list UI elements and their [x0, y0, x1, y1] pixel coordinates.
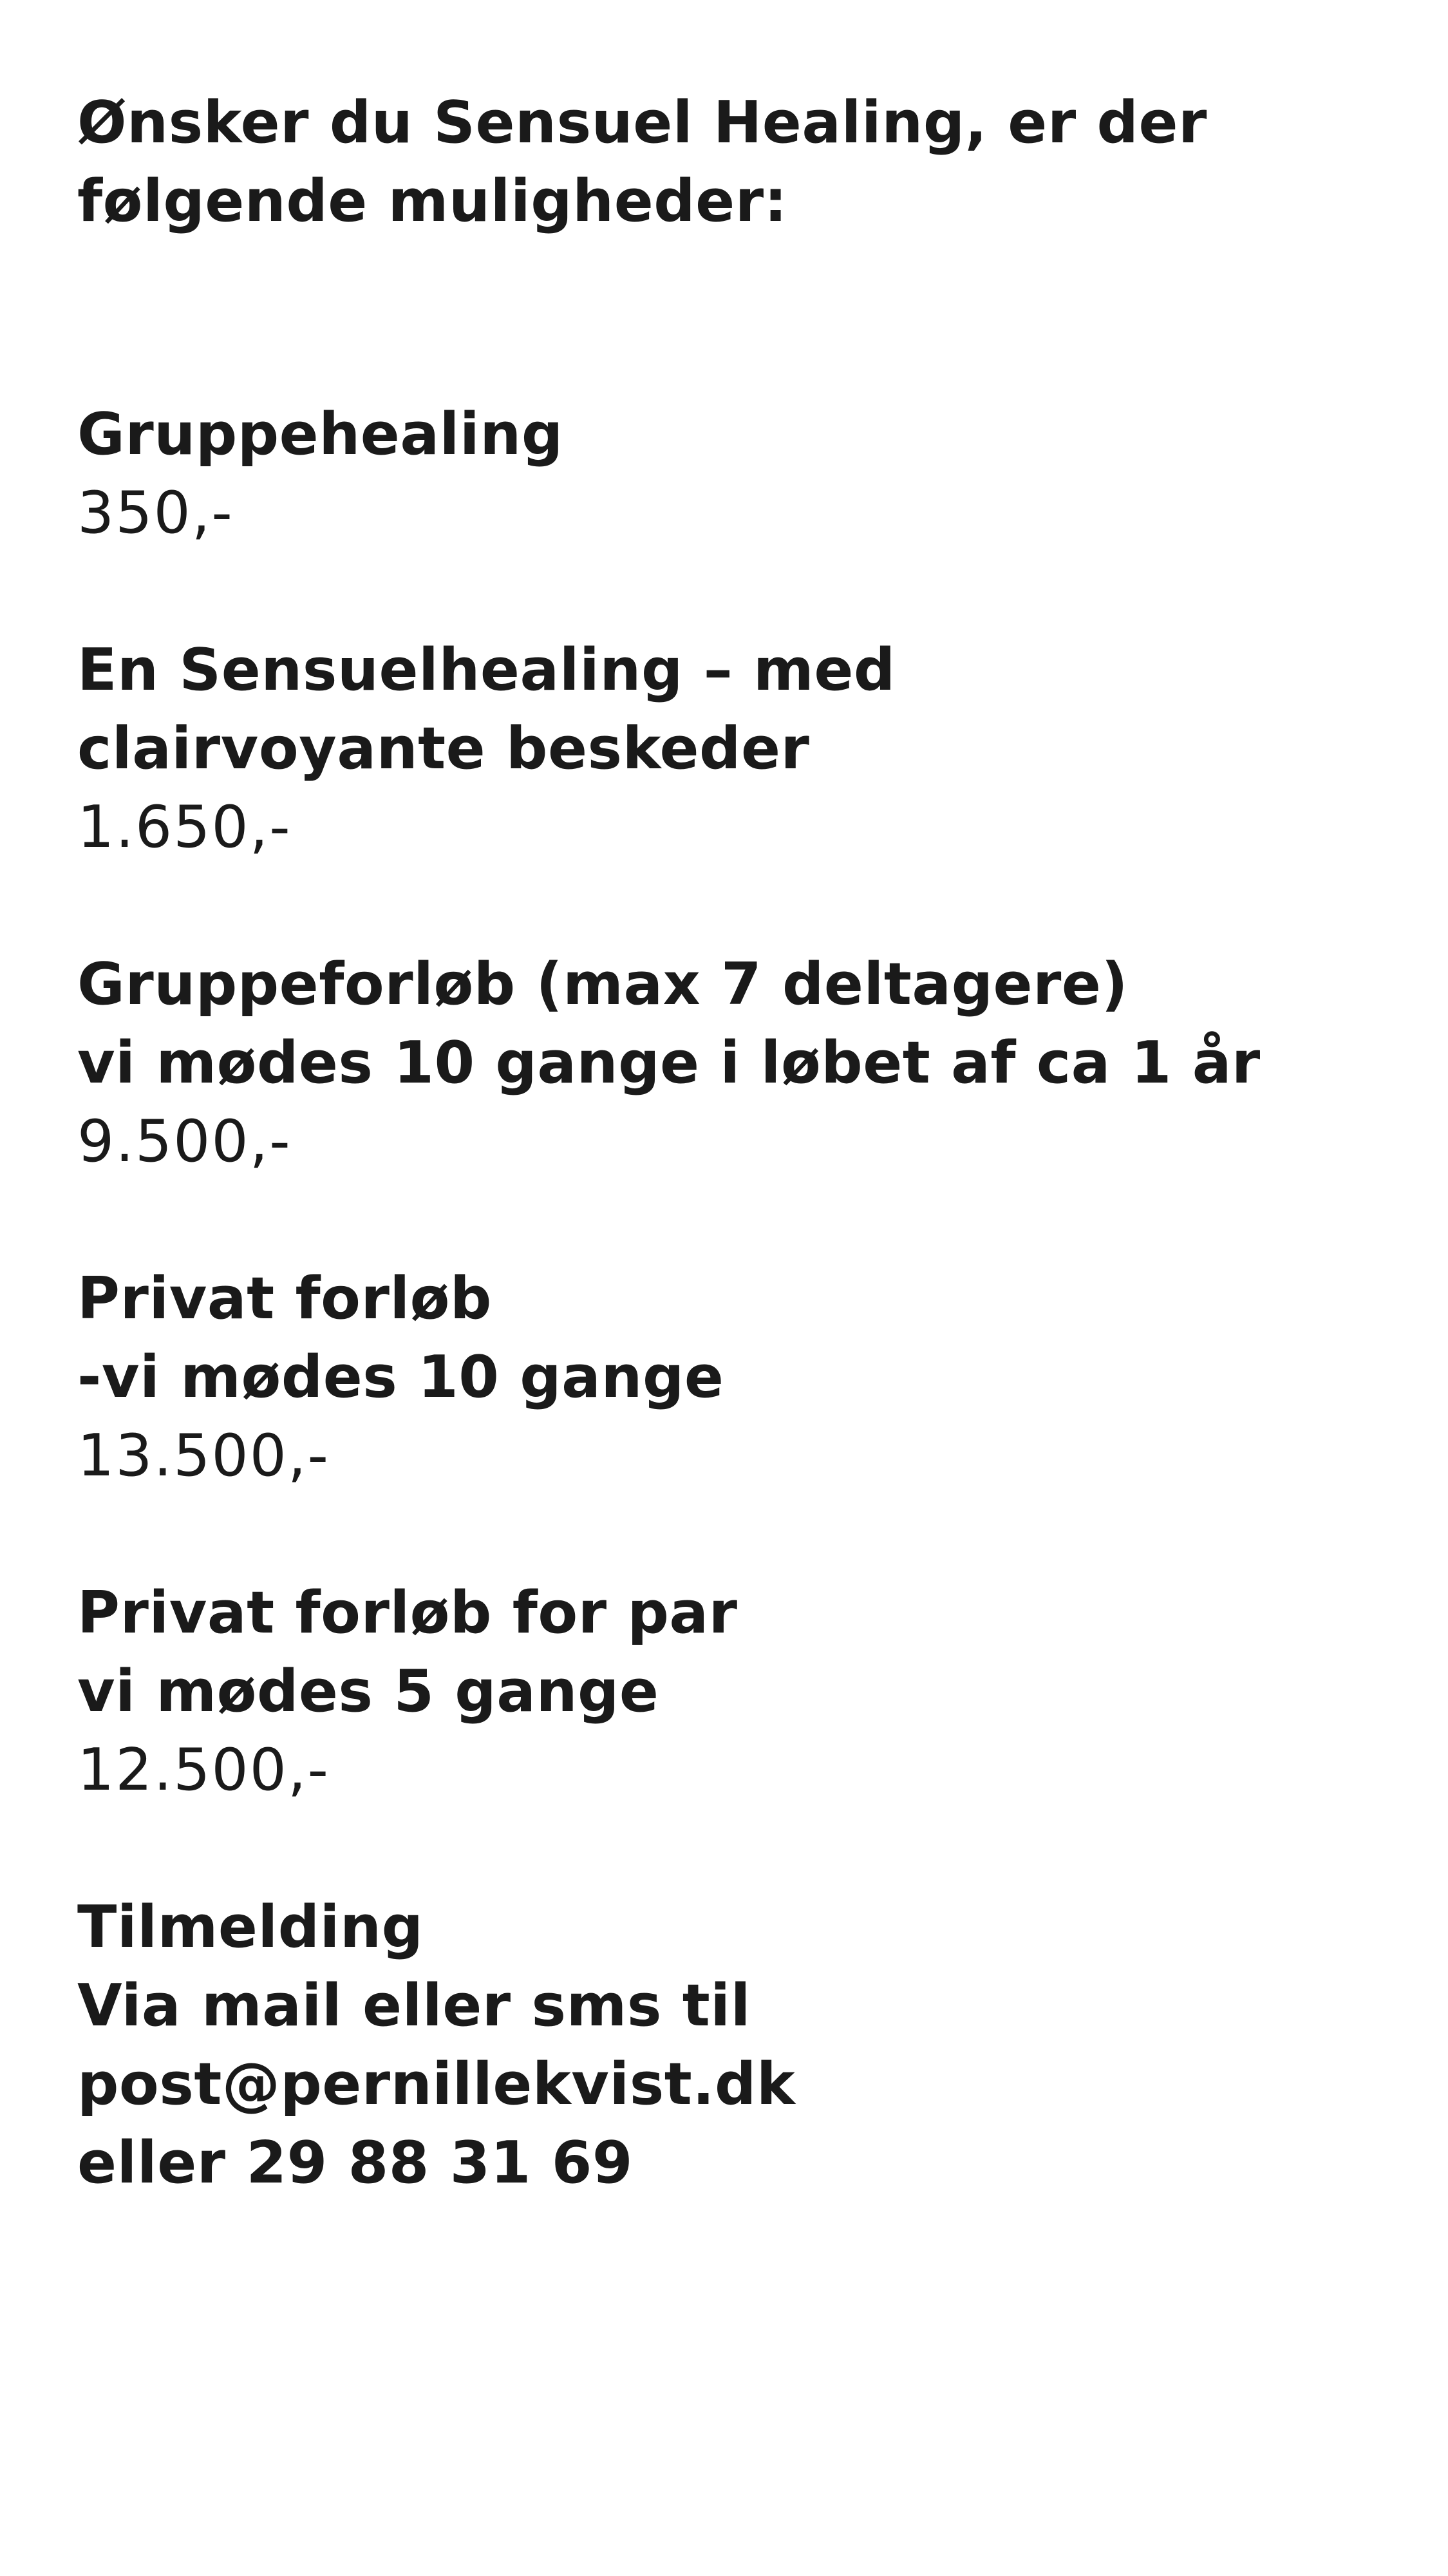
offer-title: Privat forløb [77, 1265, 492, 1332]
offer-price: 9.500,- [77, 1108, 292, 1175]
offer-subtitle: vi mødes 10 gange i løbet af ca 1 år [77, 1029, 1261, 1097]
offer-group-healing [77, 395, 1391, 553]
signup-phone: eller 29 88 31 69 [77, 2129, 633, 2197]
intro-line-1: Ønsker du Sensuel Healing, er der [77, 89, 1207, 156]
offer-private-course [77, 1260, 1391, 1495]
intro-heading [77, 84, 1391, 241]
intro-line-2: følgende muligheder: [77, 167, 788, 235]
offer-couples-course [77, 1574, 1391, 1810]
offer-group-course [77, 945, 1391, 1181]
offer-sensual-healing [77, 631, 1391, 867]
offer-subtitle: clairvoyante beskeder [77, 715, 810, 782]
offer-subtitle: vi mødes 5 gange [77, 1658, 659, 1725]
offer-title: Privat forløb for par [77, 1579, 738, 1647]
offer-subtitle: -vi mødes 10 gange [77, 1343, 724, 1411]
offer-price: 13.500,- [77, 1422, 330, 1490]
signup-email: post@pernillekvist.dk [77, 2050, 796, 2118]
offer-title: Gruppehealing [77, 401, 563, 468]
signup-section [77, 1888, 1391, 2202]
signup-instructions: Via mail eller sms til [77, 1972, 751, 2040]
offer-title: En Sensuelhealing – med [77, 636, 896, 704]
offer-price: 12.500,- [77, 1736, 330, 1804]
offer-price: 350,- [77, 479, 234, 547]
price-list-page [77, 84, 1391, 2202]
offer-price: 1.650,- [77, 793, 292, 861]
signup-heading: Tilmelding [77, 1893, 424, 1961]
offer-title: Gruppeforløb (max 7 deltagere) [77, 951, 1129, 1018]
